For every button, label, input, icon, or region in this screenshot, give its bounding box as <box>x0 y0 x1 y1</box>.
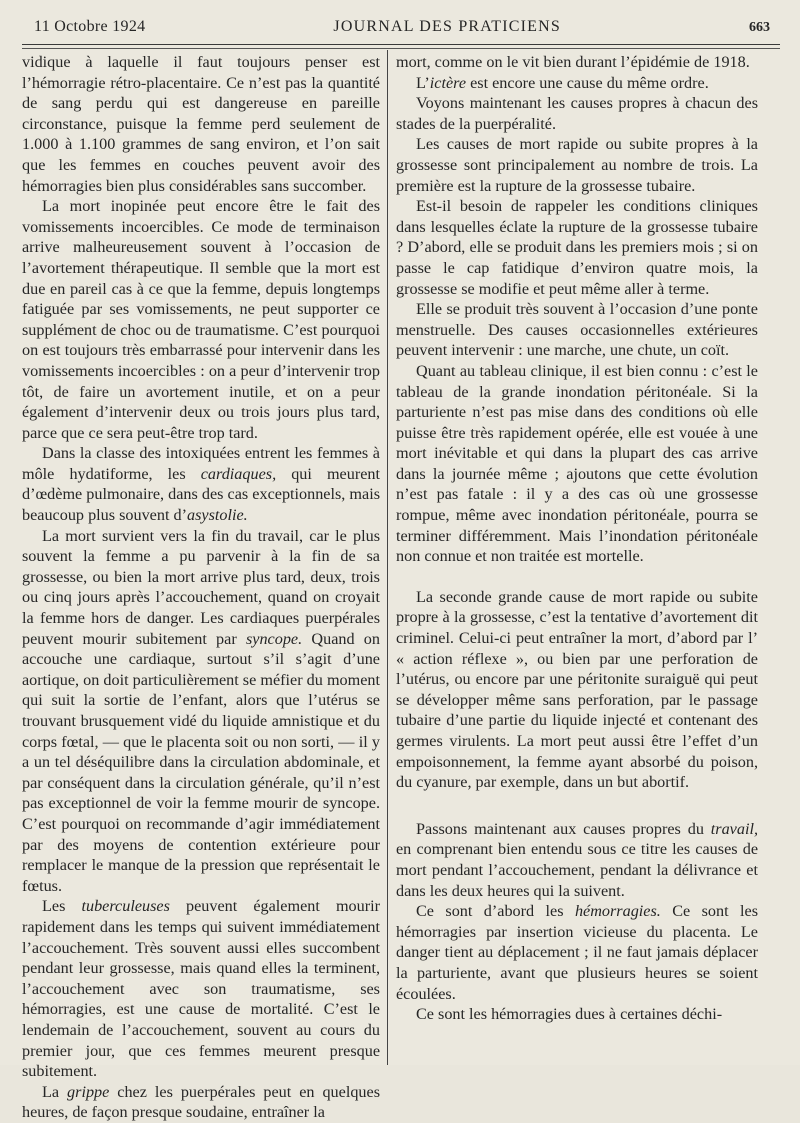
text-run: est encore une cause du même ordre. <box>466 73 709 92</box>
paragraph: La mort inopinée peut encore être le fait des vomissements incoercibles. Ce mode de terminaison arrive malheureusement souvent à l’occasion de l’avortement thérapeutique. Il semble que la mort est due en pareil cas à ce que la femme, depuis longtemps fatiguée par ses vomissements, ne peut supporter ce supplément de choc ou de traumatisme. C’est pourquoi on est toujours très embarrassé pour intervenir dans les vomissements incoercibles : on a peur d’intervenir trop tôt, de faire un avortement inutile, et on a peur également d’intervenir deux ou trois jours plus tard, parce que ce sera peut-être trop tard. <box>22 197 380 442</box>
header-rule-secondary <box>22 48 780 49</box>
paragraph: Voyons maintenant les causes propres à chacun des stades de la puerpéralité. <box>396 94 758 133</box>
emphasis: asystolie. <box>187 506 248 525</box>
paragraph <box>22 443 380 525</box>
paragraph: mort, comme on le vit bien durant l’épidémie de 1918. <box>396 53 750 71</box>
running-header <box>34 18 770 44</box>
text-run: Ce sont les hémorragies par insertion vicieuse du placenta. Le danger tient au déplacement ; il ne faut jamais déplacer la parturiente, avant que plusieurs heures se soient écoulées. <box>396 902 759 1003</box>
paragraph <box>396 73 758 94</box>
header-date: 11 Octobre 1924 <box>34 18 146 35</box>
paragraph <box>396 901 758 1004</box>
column-separator <box>387 50 388 1065</box>
paragraph: Quant au tableau clinique, il est bien connu : c’est le tableau de la grande inondation péritonéale. Si la parturiente n’est pas mise dans des conditions où elle puisse être très rapidement opérée, elle est vouée à une mort inévitable et qui dans la plupart des cas arrive dans la journée même ; ajoutons que cette évolution n’est pas fatale : il y a des cas où une grossesse rompue, même avec inondation péritonéale, pourra se terminer différemment. Mais l’inondation péritonéale non connue et non traitée est mortelle. <box>396 361 758 566</box>
paragraph <box>22 1082 380 1123</box>
header-rule <box>22 44 780 45</box>
page-number: 663 <box>748 20 770 35</box>
paragraph: vidique à laquelle il faut toujours penser est l’hémorragie rétro-placentaire. Ce n’est pas la quantité de sang perdu qui est dangereuse en pareille circonstance, puisque la femme perd seulement de 1.000 à 1.100 grammes de sang environ, et l’on sait que les femmes en couches peuvent avoir des hémorragies bien plus considérables sans succomber. <box>22 53 380 195</box>
text-run: Les <box>42 897 82 916</box>
text-run: peuvent également mourir rapidement dans les temps qui suivent immédiatement l’accouchement. Très souvent aussi elles succombent pendant leur grossesse, mais quand elles la terminent, l’accouchement avec son traumatisme, ses hémorragies, est une cause de mortalité. C’est le lendemain de l’accouchement, souvent au cours du premier jour, que ces femmes meurent presque subitement. <box>22 897 381 1081</box>
text-run: La <box>42 1082 68 1101</box>
right-column <box>396 52 758 1025</box>
emphasis: syncope. <box>245 629 303 648</box>
emphasis: travail, <box>710 819 758 838</box>
left-column <box>22 52 380 1123</box>
paragraph: Est-il besoin de rappeler les conditions cliniques dans lesquelles éclate la rupture de la grossesse tubaire ? D’abord, elle se produit dans les premiers mois ; si on passe le cap fatidique d’environ quatre mois, la grossesse se modifie et peut même aller à terme. <box>396 197 758 298</box>
emphasis: tuberculeuses <box>81 897 170 916</box>
text-run: en comprenant bien entendu sous ce titre les causes de mort pendant l’accouchement, pendant la délivrance et dans les deux heures qui la suivent. <box>396 840 758 900</box>
paragraph <box>22 526 380 897</box>
paragraph: La seconde grande cause de mort rapide ou subite propre à la grossesse, c’est la tentative d’avortement dit criminel. Celui-ci peut entraîner la mort, d’abord par l’ « action réflexe », ou bien par une perforation de l’utérus, ou encore par une péritonite suraiguë qui peut se développer même sans perforation, par le passage tubaire d’une partie du liquide injecté et contenant des germes virulents. La mort peut aussi être l’effet d’un empoisonnement, la femme ayant absorbé du poison, du cyanure, par exemple, dans un but abortif. <box>396 587 758 792</box>
emphasis: hémorragies. <box>574 902 661 921</box>
paragraph <box>22 896 380 1081</box>
emphasis: ictère <box>429 73 467 92</box>
text-run: qui meurent d’œdème pulmonaire, dans des cas exceptionnels, mais beaucoup plus souvent d’ <box>22 464 380 525</box>
text-run: Passons maintenant aux causes propres du <box>416 819 711 838</box>
emphasis: grippe <box>67 1082 110 1101</box>
emphasis: cardiaques, <box>200 464 277 483</box>
text-run: Dans la classe des intoxiquées entrent les femmes à môle hydatiforme, les <box>22 444 380 483</box>
journal-title: JOURNAL DES PRATICIENS <box>333 18 562 35</box>
text-run: Ce sont d’abord les <box>416 902 575 921</box>
paragraph <box>396 819 758 901</box>
paragraph: Ce sont les hémorragies dues à certaines déchi- <box>416 1005 723 1024</box>
text-run: chez les puerpérales peut en quelques heures, de façon presque soudaine, entraîner la <box>22 1082 381 1122</box>
text-run: Quand on accouche une cardiaque, surtout s’il s’agit d’une aortique, on doit particulièrement se méfier du moment qui suit la sortie de l’enfant, alors que l’utérus se trouvant brusquement vidé du liquide amnistique et du corps fœtal, — que le placenta soit ou non sorti, — il y a un tel déséquilibre dans la circulation abdominale, et par conséquent dans la circulation générale, qu’il n’est pas exceptionnel de voir la femme mourir de syncope. C’est pourquoi on recommande d’agir immédiatement par des moyens de contention extérieure pour remplacer le manque de la pression que représentait le fœtus. <box>22 629 380 895</box>
text-run: L’ <box>416 73 430 92</box>
text-run: La mort survient vers la fin du travail, car le plus souvent la femme a pu parvenir à la fin de sa grossesse, ou bien la mort arrive plus tard, deux, trois ou cinq jours après l’accouchement, quand on croyait la femme hors de danger. Les cardiaques puerpérales peuvent mourir subitement par <box>22 526 380 648</box>
paragraph: Les causes de mort rapide ou subite propres à la grossesse sont principalement au nombre de trois. La première est la rupture de la grossesse tubaire. <box>396 135 758 195</box>
paragraph: Elle se produit très souvent à l’occasion d’une ponte menstruelle. Des causes occasionnelles extérieures peuvent intervenir : une marche, une chute, un coït. <box>396 300 758 360</box>
